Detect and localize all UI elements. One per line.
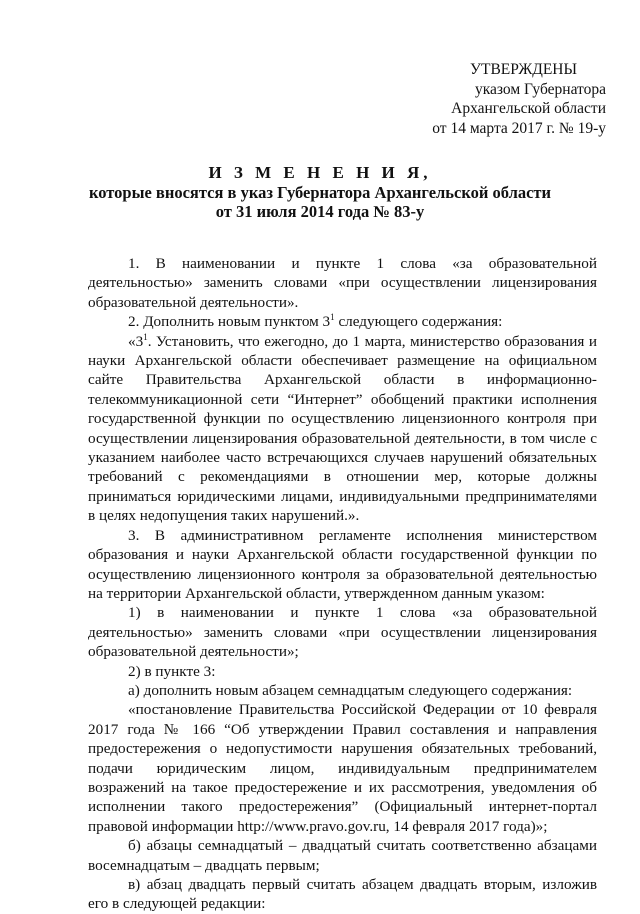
paragraph-3-text-a: «3 xyxy=(128,332,144,350)
paragraph-7: а) дополнить новым абзацем семнадцатым следующего содержания: xyxy=(128,681,573,699)
paragraph-9: б) абзацы семнадцатый – двадцатый считать соответственно абзацами восемнадцатым – двадцать первым; xyxy=(88,837,597,874)
document-title xyxy=(0,163,640,222)
paragraph-3 xyxy=(88,332,597,526)
approval-stamp xyxy=(366,60,606,138)
paragraph-4: 3. В административном регламенте исполнения министерством образования и науки Архангельской области государственной функции по осуществлению лицензионного контроля за образовательной деятельностью на территории Архангельской области, утвержденном данным указом: xyxy=(88,526,597,602)
paragraph-6: 2) в пункте 3: xyxy=(128,662,216,680)
paragraph-3-text-b: . Установить, что ежегодно, до 1 марта, министерство образования и науки Архангельской области обеспечивает размещение на официальном сайте Правительства Архангельской области в информационно-телекоммуникационной сети “Интернет” обобщений практики исполнения государственной функции по осуществлению лицензионного контроля при осуществлении лицензирования образовательной деятельности, в том числе с указанием наиболее часто встречающихся случаев нарушений обязательных требований с рекомендациями в отношении мер, которые должны приниматься юридическими лицами, индивидуальными предпринимателями в целях недопущения таких нарушений.». xyxy=(88,332,597,525)
paragraph-10: в) абзац двадцать первый считать абзацем двадцать вторым, изложив его в следующей редакции: xyxy=(88,876,597,913)
paragraph-1: 1. В наименовании и пункте 1 слова «за образовательной деятельностью» заменить словами «при осуществлении лицензирования образовательной деятельности». xyxy=(88,255,597,311)
approval-heading: УТВЕРЖДЕНЫ xyxy=(470,61,577,78)
paragraph-2 xyxy=(88,312,597,331)
approval-line-3: от 14 марта 2017 г. № 19-у xyxy=(432,119,606,137)
paragraph-8: «постановление Правительства Российской Федерации от 10 февраля 2017 года № 166 “Об утверждении Правил составления и направления предостережения о недопустимости нарушения обязательных требований, подачи юридическим лицом, индивидуальным предпринимателем возражений на такое предостережение и их рассмотрения, уведомления об исполнении такого предостережения” (Официальный интернет-портал правовой информации http://www.pravo.gov.ru, 14 февраля 2017 года)»; xyxy=(88,701,597,835)
title-heading: И З М Е Н Е Н И Я, xyxy=(208,163,432,182)
approval-line-2: Архангельской области xyxy=(451,100,606,117)
paragraph-2-text-a: 2. Дополнить новым пунктом 3 xyxy=(128,313,331,331)
paragraph-2-text-b: следующего содержания: xyxy=(334,313,503,331)
approval-line-1: указом Губернатора xyxy=(474,80,606,98)
paragraph-5: 1) в наименовании и пункте 1 слова «за образовательной деятельностью» заменить словами «при осуществлении лицензирования образовательной деятельности»; xyxy=(88,604,597,661)
document-body xyxy=(88,254,597,914)
title-subtitle-1: которые вносятся в указ Губернатора Архангельской области xyxy=(88,182,552,202)
paragraph-2-superscript: 1 xyxy=(330,312,335,323)
paragraph-3-superscript: 1 xyxy=(143,331,148,342)
title-subtitle-2: от 31 июля 2014 года № 83-у xyxy=(215,202,425,221)
